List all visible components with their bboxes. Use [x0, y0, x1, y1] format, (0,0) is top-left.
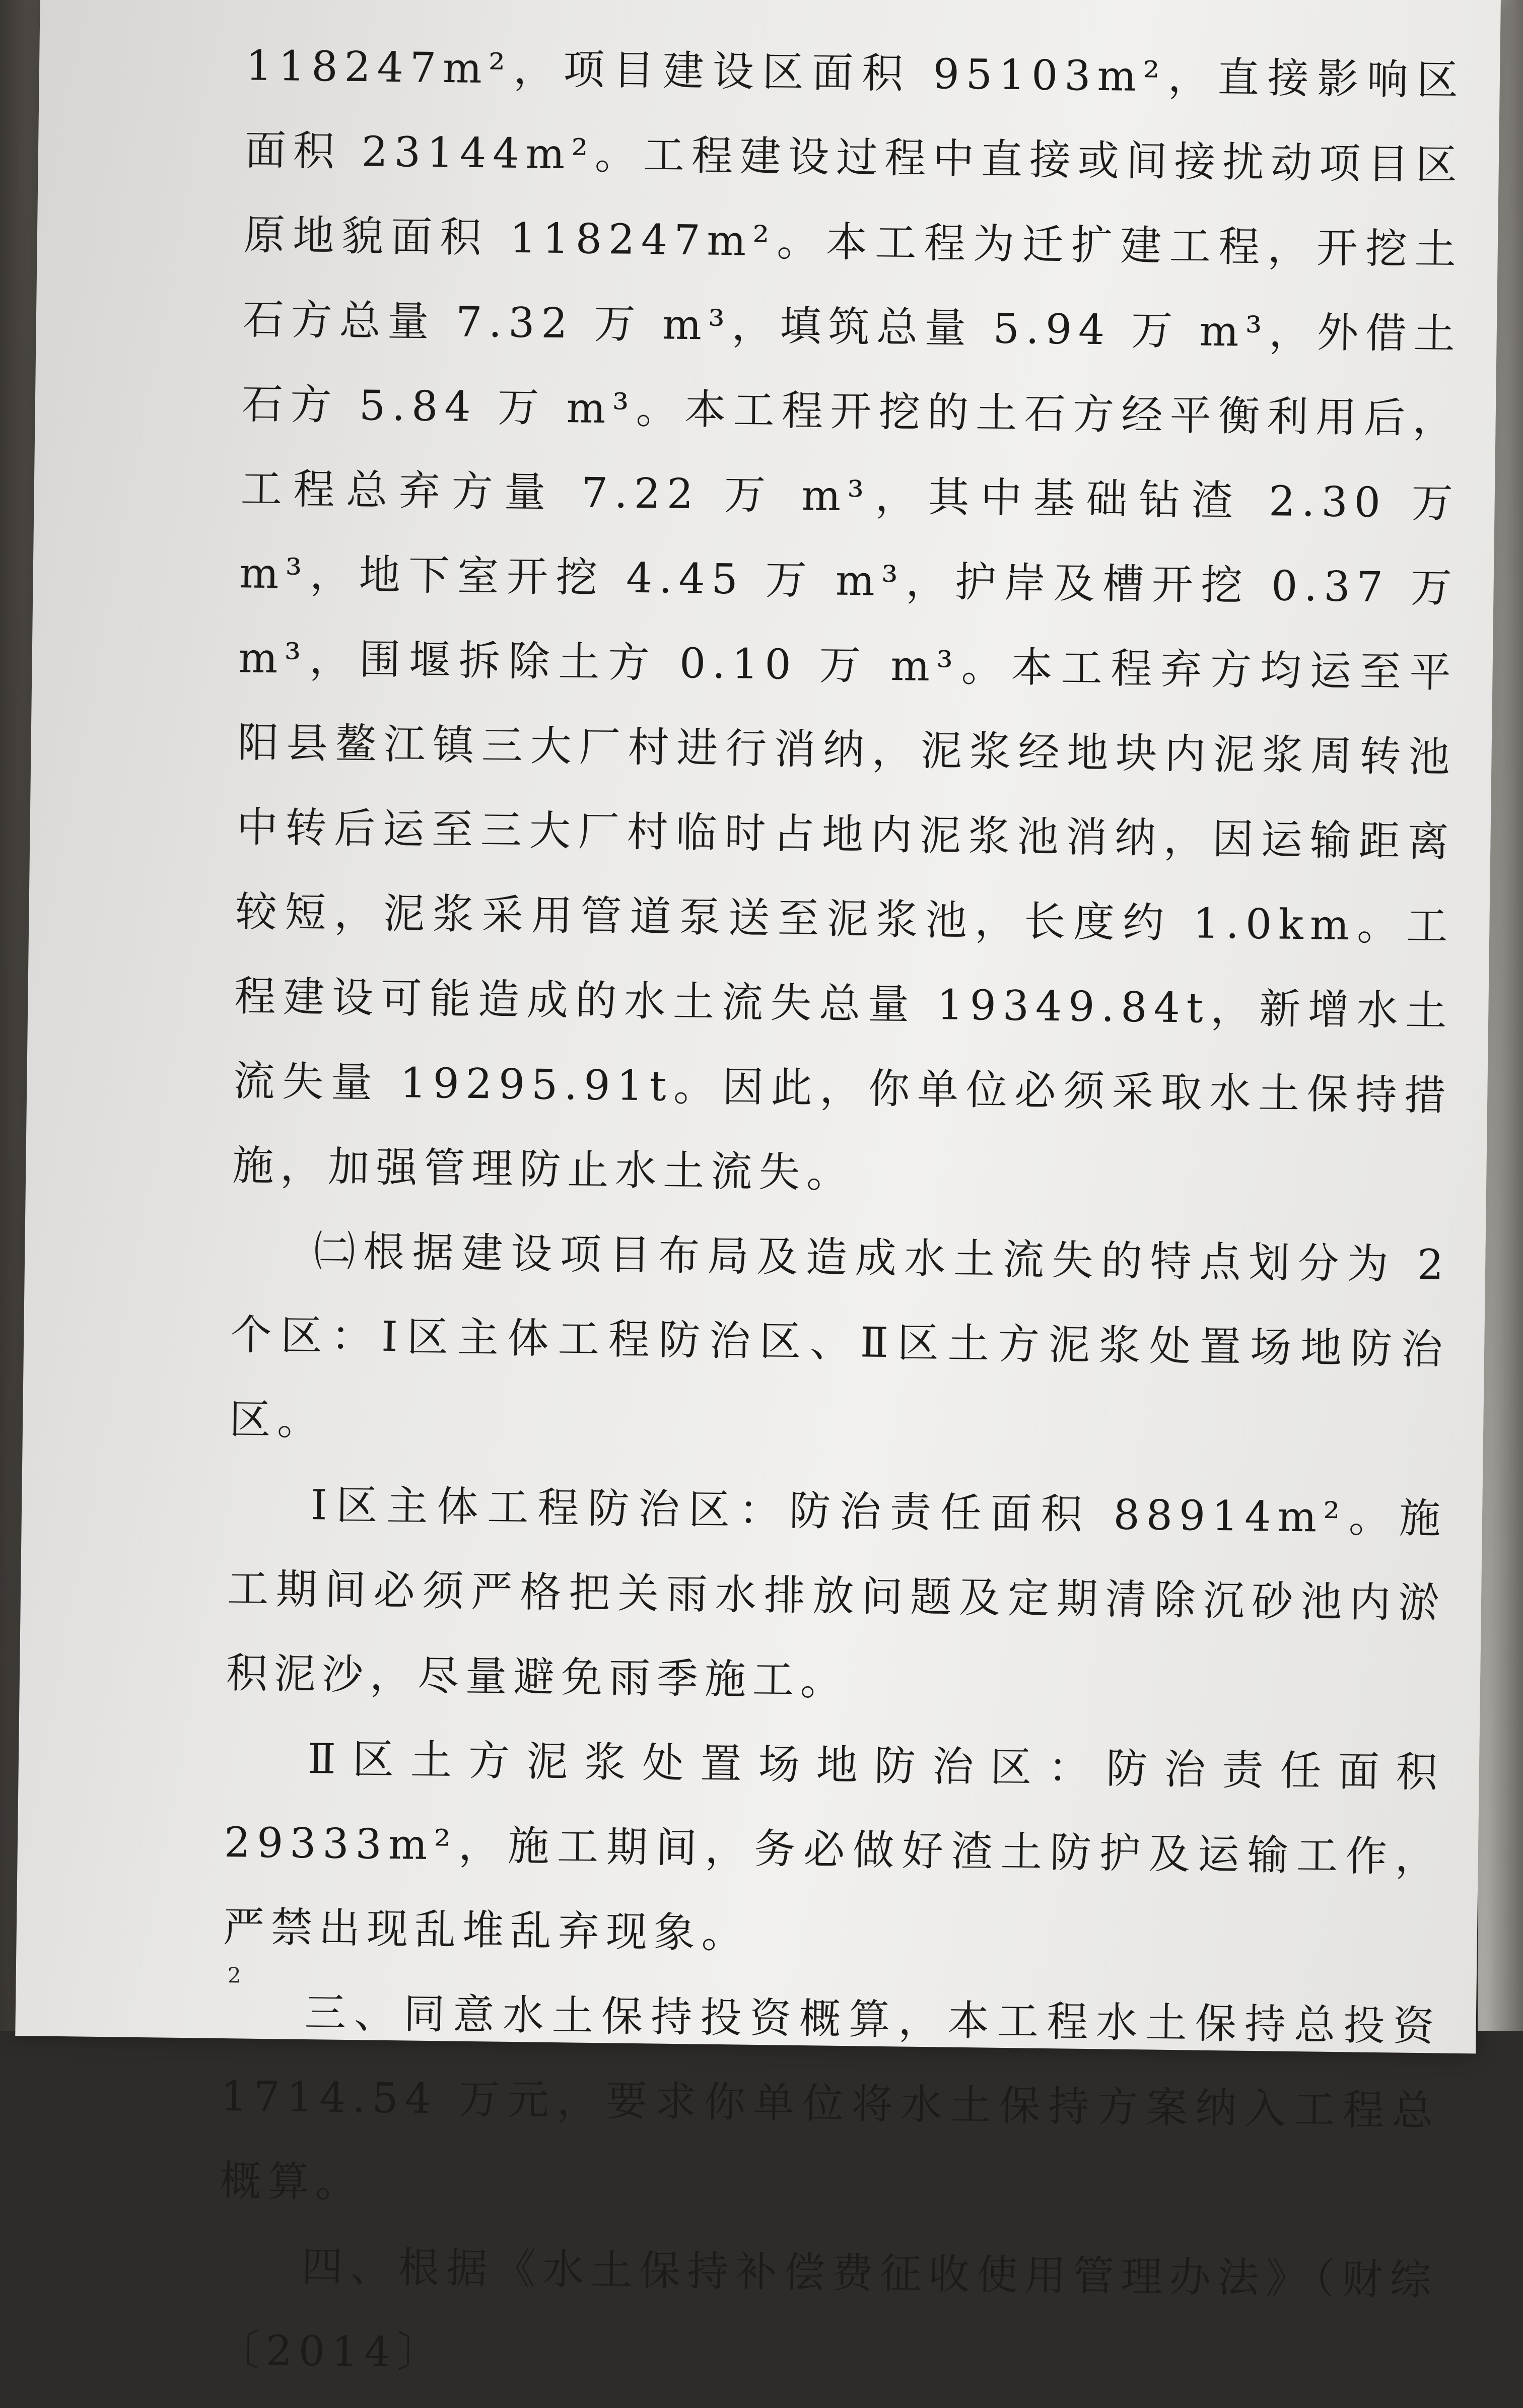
paragraph-zone-2: Ⅱ区土方泥浆处置场地防治区：防治责任面积 29333m²，施工期间，务必做好渣土防护及运输工作，严禁出现乱堆乱弃现象。: [223, 1735, 1444, 1958]
paper-sheet: [15, 0, 1501, 2377]
paragraph-project-area: 118247m²，项目建设区面积 95103m²，直接影响区面积 23144m²。工程建设过程中直接或间接扰动项目区原地貌面积 118247m²。本工程为迁扩建工程，开挖土石方总量 7.32 万 m³，填筑总量 5.94 万 m³，外借土石方 5.84 万 m³。本工程开挖的土石方经平衡利用后，工程总弃方量 7.22 万 m³，其中基础钻渣 2.30 万 m³，地下室开挖 4.45 万 m³，护岸及槽开挖 0.37 万 m³，围堰拆除土方 0.10 万 m³。本工程弃方均运至平阳县鳌江镇三大厂村进行消纳，泥浆经地块内泥浆周转池中转后运至三大厂村临时占地内泥浆池消纳，因运输距离较短，泥浆采用管道泵送至泥浆池，长度约 1.0km。工程建设可能造成的水土流失总量 19349.84t，新增水土流失量 19295.91t。因此，你单位必须采取水土保持措施，加强管理防止水土流失。: [232, 42, 1465, 1198]
paragraph-compensation-fee: 四、根据《水土保持补偿费征收使用管理办法》（财综〔2014〕: [218, 2242, 1438, 2377]
paragraph-zone-division: ㈡根据建设项目布局及造成水土流失的特点划分为 2 个区：Ⅰ区主体工程防治区、Ⅱ区土方泥浆处置场地防治区。: [229, 1227, 1450, 1445]
document-body: [218, 24, 1465, 2407]
paragraph-zone-1: Ⅰ区主体工程防治区：防治责任面积 88914m²。施工期间必须严格把关雨水排放问题及定期清除沉砂池内淤积泥沙，尽量避免雨季施工。: [226, 1481, 1447, 1705]
page-number: 2: [227, 1963, 241, 1988]
paragraph-investment: 三、同意水土保持投资概算，本工程水土保持总投资 1714.54 万元，要求你单位将水土保持方案纳入工程总概算。: [220, 1989, 1441, 2207]
